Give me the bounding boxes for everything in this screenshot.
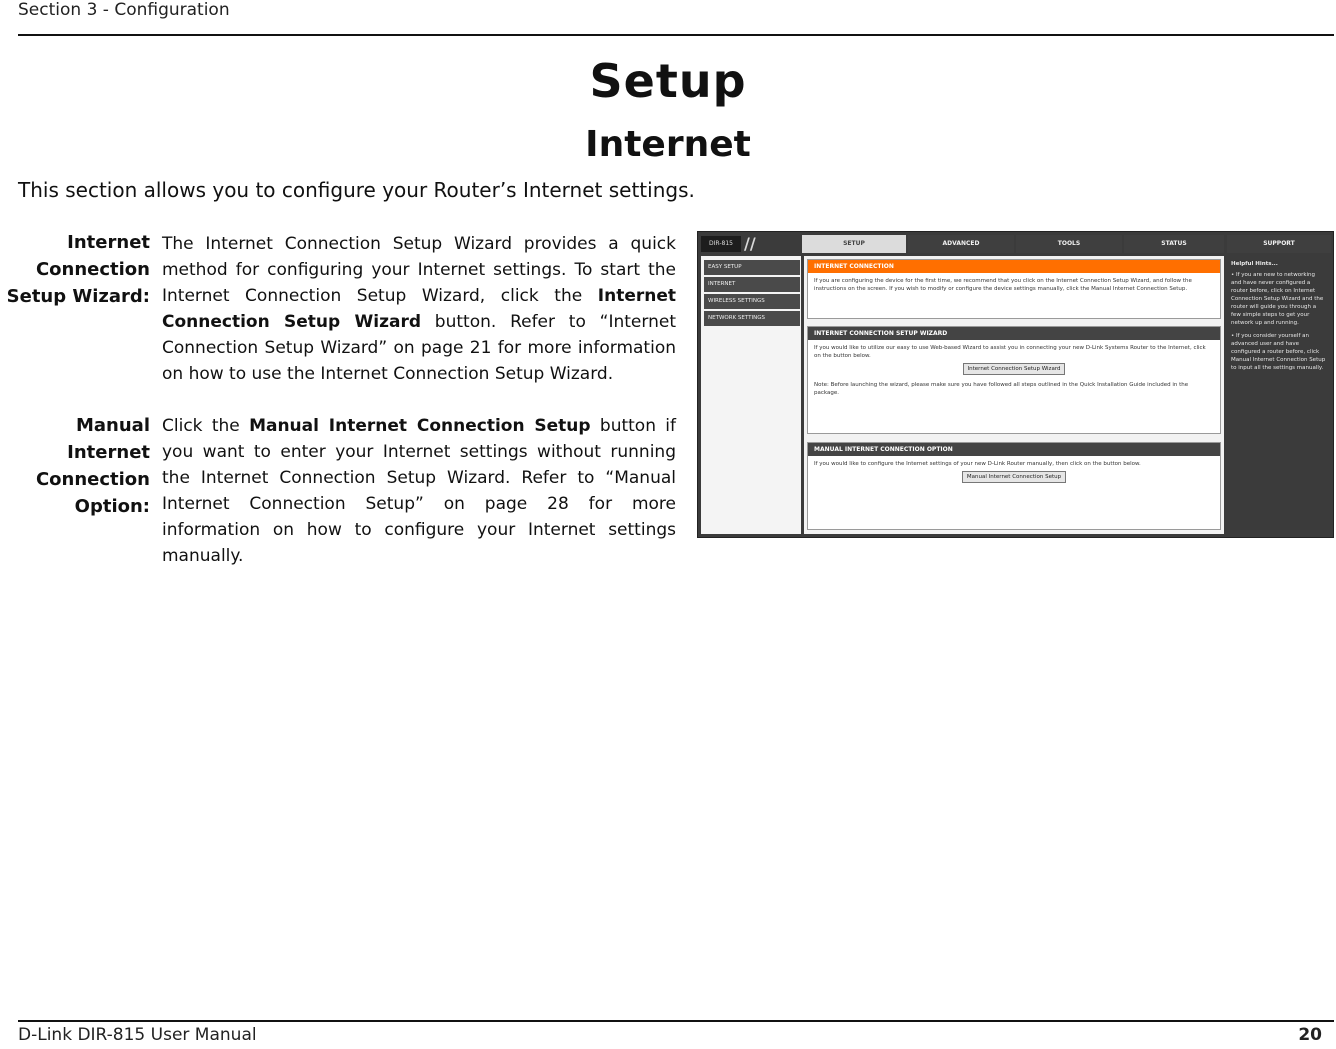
tab-support[interactable]: SUPPORT <box>1227 235 1331 253</box>
bottom-divider <box>18 1020 1334 1022</box>
tab-advanced[interactable]: ADVANCED <box>908 235 1014 253</box>
help-title: Helpful Hints... <box>1231 261 1278 267</box>
tab-tools[interactable]: TOOLS <box>1016 235 1122 253</box>
box-paragraph: If you would like to utilize our easy to use Web-based Wizard to assist you in connecting your new D-Link Systems Router to the Internet, click on the button below. <box>814 345 1206 359</box>
nav-item-internet[interactable]: INTERNET <box>704 277 800 292</box>
box-heading: MANUAL INTERNET CONNECTION OPTION <box>808 443 1220 456</box>
box-text <box>808 340 1220 401</box>
manual-option-box <box>807 442 1221 530</box>
term-line: Connection <box>35 469 150 490</box>
logo-slashes: // <box>744 234 756 253</box>
setup-wizard-box <box>807 326 1221 434</box>
nav-item-network-settings[interactable]: NETWORK SETTINGS <box>704 311 800 326</box>
box-heading: INTERNET CONNECTION <box>808 260 1220 273</box>
box-heading: INTERNET CONNECTION SETUP WIZARD <box>808 327 1220 340</box>
nav-item-wireless-settings[interactable]: WIRELESS SETTINGS <box>704 294 800 309</box>
page-subtitle: Internet <box>585 124 751 165</box>
section-label: Section 3 - Configuration <box>18 0 230 20</box>
box-text <box>808 456 1220 487</box>
term-line: Option: <box>74 496 150 517</box>
term-line: Manual Internet <box>67 415 150 463</box>
tab-setup[interactable]: SETUP <box>802 235 906 253</box>
footer-manual-title: D-Link DIR-815 User Manual <box>18 1025 257 1045</box>
internet-connection-setup-wizard-button[interactable]: Internet Connection Setup Wizard <box>963 363 1066 375</box>
tab-status[interactable]: STATUS <box>1124 235 1224 253</box>
desc-text: button if you want to enter your Internet settings without running the Internet Connection Setup Wizard. Refer to “Manual Internet Connection Setup” on page 28 for more information on how to configure your Internet settings manually. <box>162 416 677 566</box>
box-paragraph: If you would like to configure the Internet settings of your new D-Link Router manually, then click on the button below. <box>814 461 1141 467</box>
term-internet-connection-setup-wizard <box>0 229 150 310</box>
page-number: 20 <box>1298 1025 1322 1045</box>
desc-text: button. Refer to “Internet Connection Setup Wizard” on page 21 for more information on how to use the Internet Connection Setup Wizard. <box>162 312 676 384</box>
router-logo: DIR-815 <box>701 236 741 252</box>
help-hint: • If you consider yourself an advanced user and have configured a router before, click Manual Internet Connection Setup to input all the settings manually. <box>1231 333 1326 371</box>
help-hint: • If you are new to networking and have never configured a router before, click on Internet Connection Setup Wizard and the router will guide you through a few simple steps to get your network up and running. <box>1231 272 1324 326</box>
desc-text: The Internet Connection Setup Wizard provides a quick method for configuring your Internet settings. To start the Internet Connection Setup Wizard, click the <box>162 234 676 306</box>
manual-internet-connection-setup-button[interactable]: Manual Internet Connection Setup <box>962 471 1066 483</box>
term-line: Connection <box>35 259 150 280</box>
description-internet-connection-setup-wizard <box>162 231 676 387</box>
desc-bold: Internet Connection Setup Wizard <box>162 286 676 332</box>
term-line: Setup Wizard: <box>6 286 150 307</box>
intro-text: This section allows you to configure your Router’s Internet settings. <box>18 178 695 202</box>
router-screenshot <box>697 231 1334 538</box>
desc-text: Click the <box>162 416 250 436</box>
helpful-hints-panel <box>1227 256 1331 534</box>
nav-item-easy-setup[interactable]: EASY SETUP <box>704 260 800 275</box>
top-divider <box>18 34 1334 36</box>
term-manual-internet-connection-option <box>0 412 150 520</box>
router-main-panel <box>804 256 1224 534</box>
box-note: Note: Before launching the wizard, please make sure you have followed all steps outlined in the Quick Installation Guide included in the package. <box>814 382 1189 396</box>
box-text: If you are configuring the device for the first time, we recommend that you click on the Internet Connection Setup Wizard, and follow the instructions on the screen. If you wish to modify or configure the device settings manually, click the Manual Internet Connection Setup. <box>814 278 1192 292</box>
router-sidebar <box>701 256 801 534</box>
internet-connection-box <box>807 259 1221 319</box>
desc-bold: Manual Internet Connection Setup <box>249 416 591 436</box>
page-title: Setup <box>589 54 747 108</box>
description-manual-internet-connection-option <box>162 413 676 569</box>
term-line: Internet <box>67 232 150 253</box>
